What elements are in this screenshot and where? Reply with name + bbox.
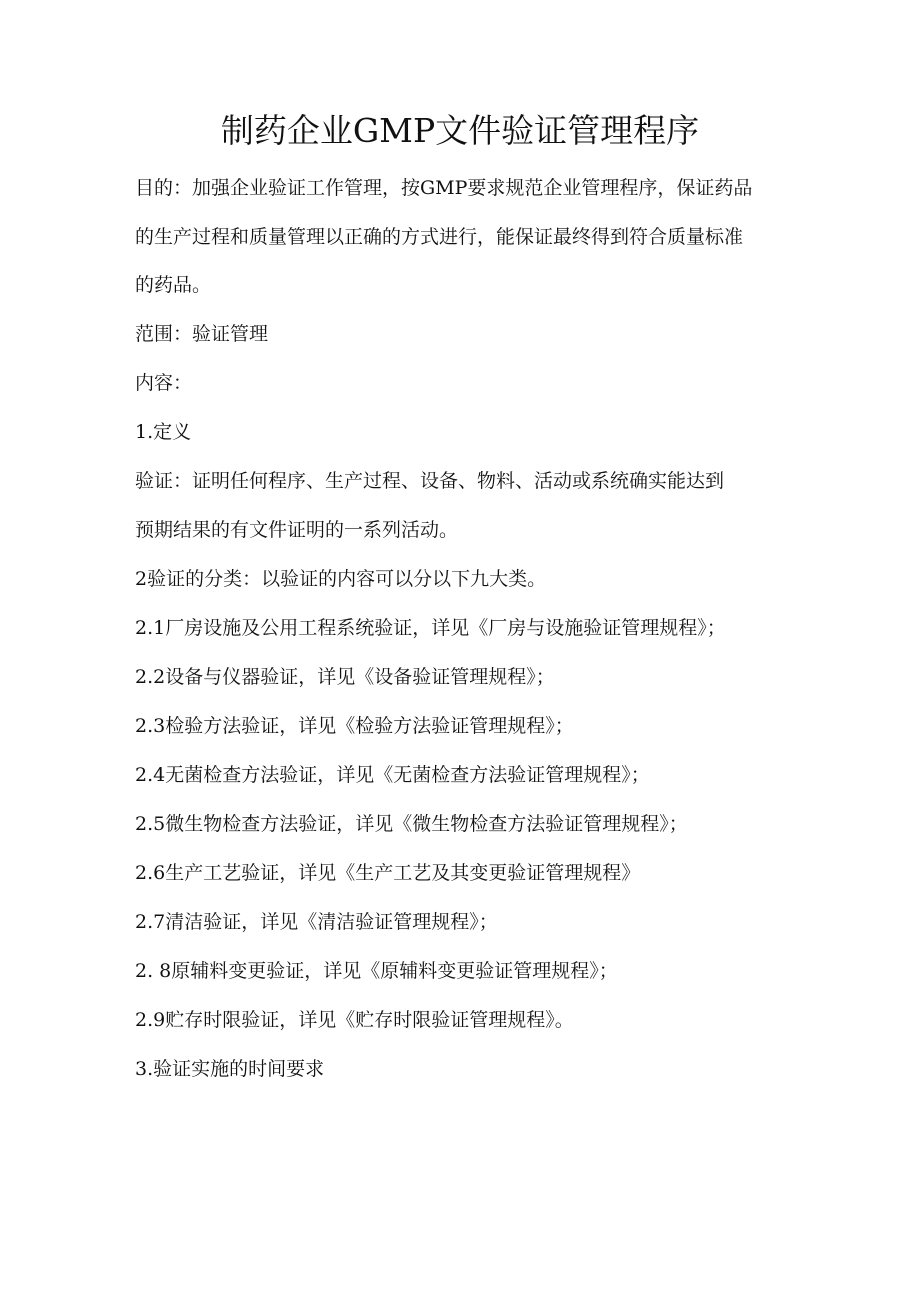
scope-line: 范围：验证管理 xyxy=(135,323,269,345)
purpose-line-1: 目的：加强企业验证工作管理，按GMP要求规范企业管理程序，保证药品 xyxy=(135,177,753,199)
list-item-2-2: 2.2设备与仪器验证，详见《设备验证管理规程》； xyxy=(135,666,555,688)
document-title: 制药企业GMP文件验证管理程序 xyxy=(220,111,700,150)
list-item-2-5: 2.5微生物检查方法验证，详见《微生物检查方法验证管理规程》； xyxy=(135,813,688,835)
list-item-2-3: 2.3检验方法验证，详见《检验方法验证管理规程》； xyxy=(135,715,574,737)
list-item-2-8: 2. 8原辅料变更验证，详见《原辅料变更验证管理规程》； xyxy=(135,960,618,982)
definition-line-2: 预期结果的有文件证明的一系列活动。 xyxy=(135,519,459,541)
content-heading: 内容： xyxy=(135,372,193,394)
section-3-heading: 3.验证实施的时间要求 xyxy=(135,1058,325,1080)
list-item-2-1: 2.1厂房设施及公用工程系统验证，详见《厂房与设施验证管理规程》； xyxy=(135,617,726,639)
definition-line-1: 验证：证明任何程序、生产过程、设备、物料、活动或系统确实能达到 xyxy=(135,470,725,492)
list-item-2-4: 2.4无菌检查方法验证，详见《无菌检查方法验证管理规程》； xyxy=(135,764,650,786)
purpose-line-2: 的生产过程和质量管理以正确的方式进行，能保证最终得到符合质量标准 xyxy=(135,226,744,248)
section-2-heading: 2验证的分类：以验证的内容可以分以下九大类。 xyxy=(135,568,547,590)
list-item-2-6: 2.6生产工艺验证，详见《生产工艺及其变更验证管理规程》 xyxy=(135,862,641,884)
list-item-2-7: 2.7清洁验证，详见《清洁验证管理规程》； xyxy=(135,911,498,933)
purpose-line-3: 的药品。 xyxy=(135,274,212,296)
section-1-heading: 1.定义 xyxy=(135,421,192,443)
list-item-2-9: 2.9贮存时限验证，详见《贮存时限验证管理规程》。 xyxy=(135,1009,574,1031)
